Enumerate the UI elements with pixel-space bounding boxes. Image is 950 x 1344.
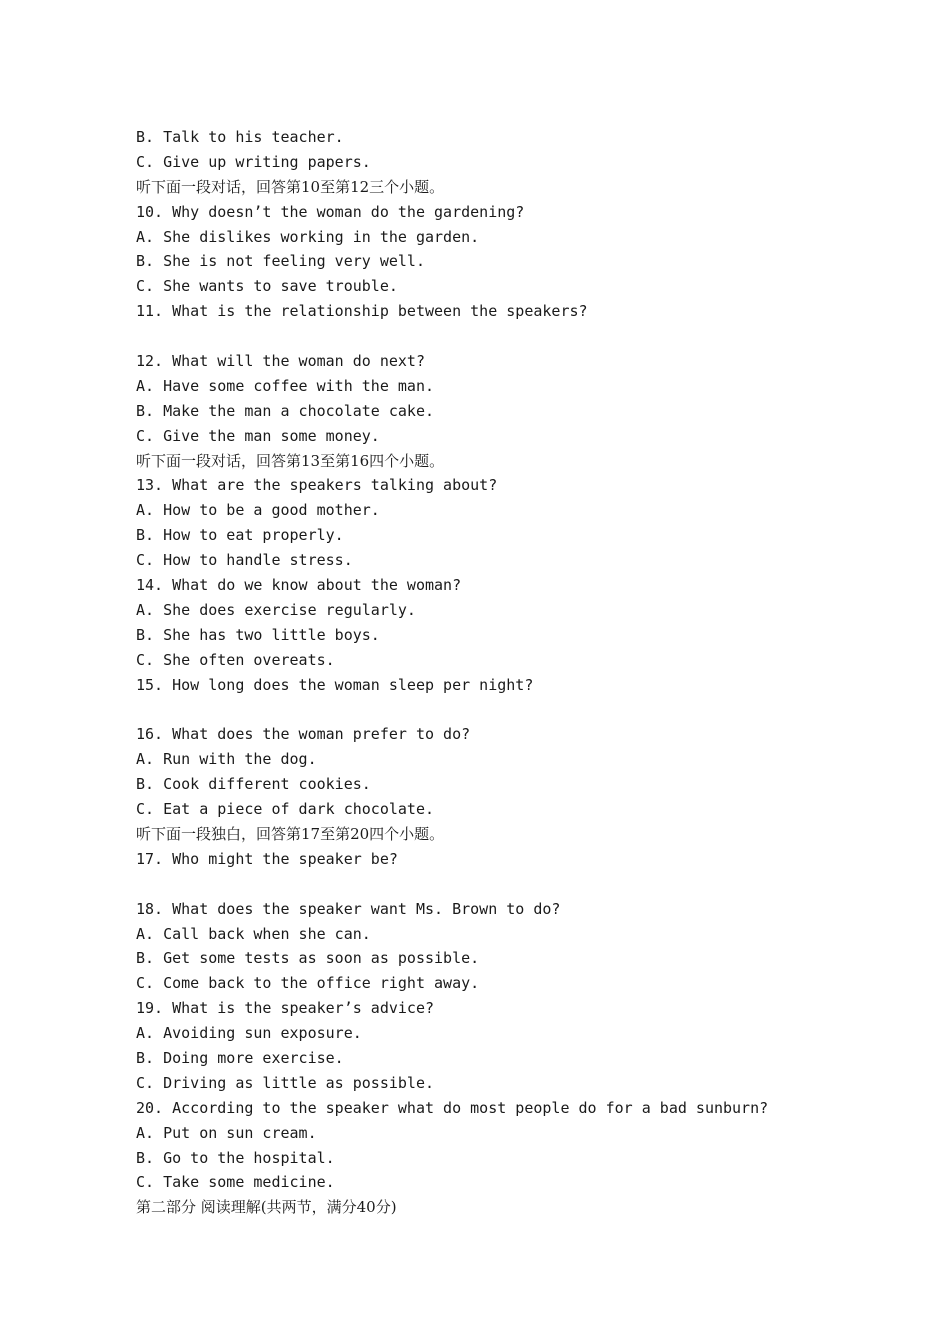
option-line: C. Come back to the office right away. (136, 974, 480, 993)
question-13: 13. What are the speakers talking about? (136, 476, 498, 495)
option-line: A. Run with the dog. (136, 750, 317, 769)
question-15-options (136, 697, 896, 722)
option-line: B. Get some tests as soon as possible. (136, 949, 480, 968)
option-line: B. She has two little boys. (136, 625, 380, 644)
part-two-heading: 第二部分 阅读理解(共两节，满分40分) (136, 1198, 397, 1217)
section-instruction: 听下面一段对话，回答第10至第12三个小题。 (136, 177, 445, 196)
question-19: 19. What is the speaker’s advice? (136, 999, 435, 1018)
option-line: A. She dislikes working in the garden. (136, 227, 480, 246)
question-11-options (136, 324, 896, 349)
option-line: B. Cook different cookies. (136, 775, 371, 794)
option-line: C. Driving as little as possible. (136, 1073, 435, 1092)
question-14: 14. What do we know about the woman? (136, 576, 462, 595)
question-16: 16. What does the woman prefer to do? (136, 725, 471, 744)
option-line: C. Give the man some money. (136, 426, 380, 445)
question-12: 12. What will the woman do next? (136, 352, 425, 371)
question-20: 20. According to the speaker what do most people do for a bad sunburn? (136, 1098, 769, 1117)
section-instruction: 听下面一段独白，回答第17至第20四个小题。 (136, 824, 445, 843)
option-line: C. How to handle stress. (136, 551, 353, 570)
option-line: A. She does exercise regularly. (136, 600, 416, 619)
option-line: C. Take some medicine. (136, 1173, 335, 1192)
document-body (136, 125, 896, 1220)
question-17: 17. Who might the speaker be? (136, 849, 398, 868)
question-11: 11. What is the relationship between the speakers? (136, 302, 588, 321)
option-line: B. Doing more exercise. (136, 1048, 344, 1067)
section-instruction: 听下面一段对话，回答第13至第16四个小题。 (136, 451, 445, 470)
question-17-options (136, 872, 896, 897)
option-line: C. She wants to save trouble. (136, 277, 398, 296)
option-line: A. How to be a good mother. (136, 501, 380, 520)
option-line: B. She is not feeling very well. (136, 252, 425, 271)
question-18: 18. What does the speaker want Ms. Brown to do? (136, 899, 561, 918)
option-line: A. Call back when she can. (136, 924, 371, 943)
option-line: A. Put on sun cream. (136, 1123, 317, 1142)
option-line: C. Eat a piece of dark chocolate. (136, 800, 435, 819)
option-line: A. Have some coffee with the man. (136, 376, 435, 395)
option-line: C. She often overeats. (136, 650, 335, 669)
option-line: A. Avoiding sun exposure. (136, 1024, 362, 1043)
text-line: B. Talk to his teacher. (136, 128, 344, 146)
option-line: B. Make the man a chocolate cake. (136, 401, 435, 420)
option-line: B. Go to the hospital. (136, 1148, 335, 1167)
text-line: C. Give up writing papers. (136, 152, 371, 171)
question-10: 10. Why doesn’t the woman do the gardening? (136, 202, 525, 221)
question-15: 15. How long does the woman sleep per night? (136, 675, 534, 694)
option-line: B. How to eat properly. (136, 526, 344, 545)
